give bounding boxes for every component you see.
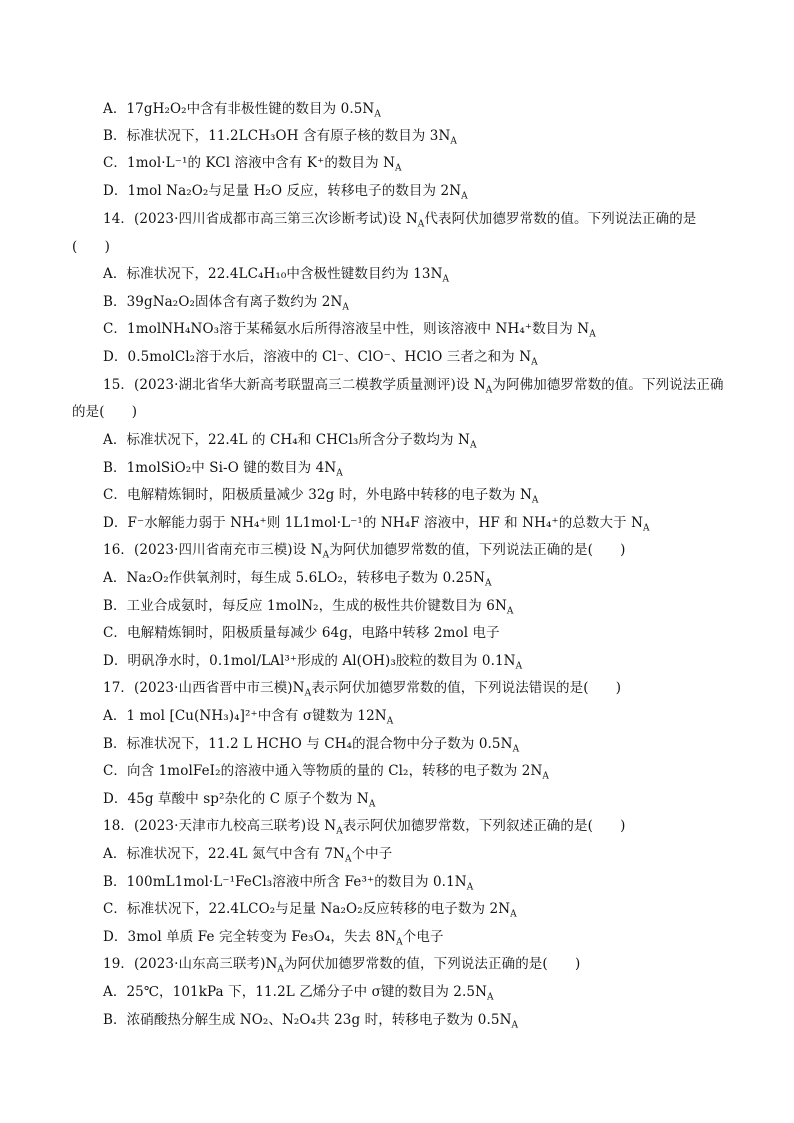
q14-option-c: C．1molNH₄NO₃溶于某稀氨水后所得溶液呈中性，则该溶液中 NH₄⁺数目为 $N_A$: [103, 321, 596, 340]
q17-option-b: B．标准状况下，11.2 L HCHO 与 CH₄的混合物中分子数为 $0.5N_A$: [103, 736, 520, 755]
q14-option-a: A．标准状况下，22.4LC₄H₁₀中含极性键数目约为 $13N_A$: [103, 266, 450, 285]
q13-option-d: D．1mol Na₂O₂与足量 H₂O 反应，转移电子的数目为 $2N_A$: [103, 183, 468, 202]
q18-option-a: A．标准状况下，22.4L 氮气中含有 $7N_A$个中子: [103, 846, 393, 865]
q13-option-a: A．17gH₂O₂中含有非极性键的数目为 $0.5N_A$: [103, 101, 381, 120]
q15-option-c: C．电解精炼铜时，阳极质量减少 32g 时，外电路中转移的电子数为 $N_A$: [103, 487, 539, 506]
q19-option-a: A．25℃，101kPa 下，11.2L 乙烯分子中 σ键的数目为 $2.5N_A$: [103, 984, 494, 1003]
q16-option-a: A．Na₂O₂作供氧剂时，每生成 5.6LO₂，转移电子数为 $0.25N_A$: [103, 570, 492, 589]
q16-option-d: D．明矾净水时，0.1mol/LAl³⁺形成的 Al(OH)₃胶粒的数目为 $0.1N_A$: [103, 653, 523, 672]
q13-option-b: B．标准状况下，11.2LCH₃OH 含有原子核的数目为 $3N_A$: [103, 128, 458, 147]
q15-option-a: A．标准状况下，22.4L 的 CH₄和 CHCl₃所含分子数均为 $N_A$: [103, 432, 477, 451]
q15-option-d: D．F⁻水解能力弱于 NH₄⁺则 1L1mol·L⁻¹的 NH₄F 溶液中，HF 和 NH₄⁺的总数大于 $N_A$: [103, 515, 650, 534]
q14-stem: 14．(2023·四川省成都市高三第三次诊断考试)设 $N_A$代表阿伏加德罗常数的值。下列说法正确的是: [103, 211, 697, 230]
q13-option-c: C．1mol·L⁻¹的 KCl 溶液中含有 K⁺的数目为 $N_A$: [103, 155, 402, 174]
q15-option-b: B．1molSiO₂中 Si-O 键的数目为 $4N_A$: [103, 460, 343, 479]
q18-option-c: C．标准状况下，22.4LCO₂与足量 Na₂O₂反应转移的电子数为 $2N_A$: [103, 901, 517, 920]
q16-option-b: B．工业合成氨时，每反应 1molN₂，生成的极性共价键数目为 $6N_A$: [103, 598, 514, 617]
q17-option-c: C．向含 1molFeI₂的溶液中通入等物质的量的 Cl₂，转移的电子数为 $2N_A$: [103, 763, 549, 782]
q14-stem-cont: ( ): [72, 239, 110, 255]
q18-stem: 18．(2023·天津市九校高三联考)设 $N_A$表示阿伏加德罗常数，下列叙述正确的是( ): [103, 818, 626, 837]
q16-option-c: C．电解精炼铜时，阳极质量每减少 64g，电路中转移 2mol 电子: [103, 625, 500, 641]
q17-option-a: A．1 mol [Cu(NH₃)₄]²⁺中含有 σ键数为 $12N_A$: [103, 708, 394, 727]
q19-stem: 19．(2023·山东高三联考)$N_A$为阿伏加德罗常数的值，下列说法正确的是( ): [103, 956, 581, 975]
q15-stem: 15．(2023·湖北省华大新高考联盟高三二模教学质量测评)设 $N_A$为阿佛加德罗常数的值。下列说法正确: [103, 377, 724, 396]
q14-option-b: B．39gNa₂O₂固体含有离子数约为 $2N_A$: [103, 294, 350, 313]
q18-option-d: D．3mol 单质 Fe 完全转变为 Fe₃O₄，失去 $8N_A$个电子: [103, 929, 444, 948]
q17-stem: 17．(2023·山西省晋中市三模)$N_A$表示阿伏加德罗常数的值，下列说法错误的是( ): [103, 680, 622, 699]
q19-option-b: B．浓硝酸热分解生成 NO₂、N₂O₄共 23g 时，转移电子数为 $0.5N_A$: [103, 1012, 519, 1031]
q15-stem-cont: 的是( ): [72, 404, 138, 420]
q14-option-d: D．0.5molCl₂溶于水后，溶液中的 Cl⁻、ClO⁻、HClO 三者之和为 $N_A$: [103, 349, 538, 368]
q18-option-b: B．100mL1mol·L⁻¹FeCl₃溶液中所含 Fe³⁺的数目为 $0.1N_A$: [103, 874, 474, 893]
q16-stem: 16．(2023·四川省南充市三模)设 $N_A$为阿伏加德罗常数的值，下列说法正确的是( ): [103, 542, 626, 561]
q17-option-d: D．45g 草酸中 sp²杂化的 C 原子个数为 $N_A$: [103, 791, 376, 810]
